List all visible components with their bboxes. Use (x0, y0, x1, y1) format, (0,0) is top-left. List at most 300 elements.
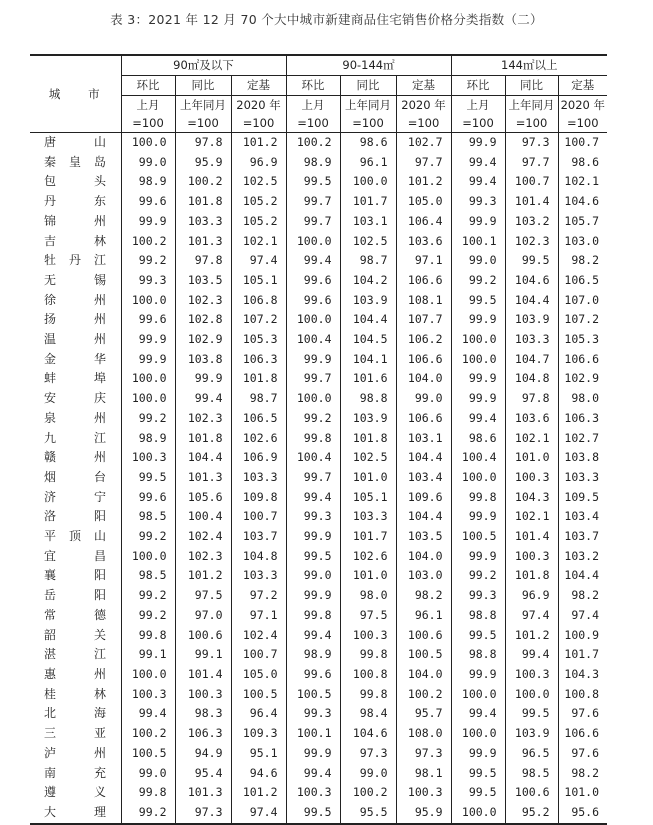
table-row (30, 704, 607, 724)
city-label: 无 锡 (44, 272, 106, 287)
index-value: 102.8 (175, 310, 231, 330)
index-value: 100.4 (451, 448, 505, 468)
index-value: 99.9 (121, 212, 175, 232)
city-name (30, 232, 121, 252)
index-value: 99.2 (121, 606, 175, 626)
index-value: 100.1 (451, 232, 505, 252)
index-value: 109.5 (558, 488, 607, 508)
table-row (30, 468, 607, 488)
city-name (30, 133, 121, 153)
index-value: 102.3 (175, 291, 231, 311)
table-row (30, 645, 607, 665)
table-row (30, 310, 607, 330)
index-value: 104.6 (340, 724, 396, 744)
table-row (30, 389, 607, 409)
index-value: 99.9 (451, 133, 505, 153)
index-value: 99.8 (121, 626, 175, 646)
subcolumn-header: 定基 (558, 76, 607, 96)
table-row (30, 271, 607, 291)
city-name (30, 192, 121, 212)
city-label: 徐 州 (44, 292, 106, 307)
base-period-label: 上年同月 (505, 96, 558, 115)
index-value: 98.1 (396, 764, 451, 784)
index-value: 100.3 (505, 665, 558, 685)
city-label: 牡 丹 江 (44, 253, 106, 268)
index-value: 95.9 (175, 153, 231, 173)
index-value: 101.7 (558, 645, 607, 665)
index-value: 105.3 (558, 330, 607, 350)
city-name (30, 448, 121, 468)
index-value: 104.3 (505, 488, 558, 508)
table-row (30, 350, 607, 370)
city-name (30, 369, 121, 389)
base-period-label: 2020 年 (231, 96, 286, 115)
index-value: 97.7 (396, 153, 451, 173)
index-value: 99.9 (451, 389, 505, 409)
index-value: 102.1 (231, 232, 286, 252)
index-value: 104.4 (175, 448, 231, 468)
index-value: 98.5 (121, 507, 175, 527)
index-value: 103.7 (231, 527, 286, 547)
index-value: 97.3 (175, 803, 231, 824)
index-value: 97.3 (505, 133, 558, 153)
city-label: 丹 东 (44, 194, 106, 209)
index-value: 99.0 (121, 153, 175, 173)
index-value: 99.2 (121, 527, 175, 547)
index-value: 103.1 (340, 212, 396, 232)
subcolumn-header: 同比 (340, 76, 396, 96)
index-value: 99.4 (286, 251, 340, 271)
index-value: 106.6 (396, 271, 451, 291)
index-value: 100.0 (121, 291, 175, 311)
table-row (30, 291, 607, 311)
index-value: 98.8 (451, 645, 505, 665)
index-value: 100.7 (505, 172, 558, 192)
city-name (30, 744, 121, 764)
index-value: 99.5 (505, 704, 558, 724)
index-value: 105.7 (558, 212, 607, 232)
base-value-label: =100 (451, 114, 505, 133)
city-label: 烟 台 (44, 469, 106, 484)
index-value: 105.1 (340, 488, 396, 508)
index-value: 104.6 (558, 192, 607, 212)
index-value: 105.2 (231, 212, 286, 232)
index-value: 103.9 (505, 724, 558, 744)
index-value: 101.2 (505, 626, 558, 646)
index-value: 97.8 (175, 251, 231, 271)
index-value: 102.5 (231, 172, 286, 192)
index-value: 98.3 (175, 704, 231, 724)
index-value: 99.5 (451, 764, 505, 784)
index-value: 101.0 (505, 448, 558, 468)
index-value: 99.9 (451, 507, 505, 527)
subcolumn-header: 同比 (175, 76, 231, 96)
index-value: 100.3 (340, 626, 396, 646)
index-value: 109.6 (396, 488, 451, 508)
city-label: 襄 阳 (44, 568, 106, 583)
index-value: 99.6 (286, 271, 340, 291)
base-period-label: 上月 (286, 96, 340, 115)
index-value: 97.3 (340, 744, 396, 764)
index-value: 100.0 (121, 133, 175, 153)
subcolumn-header: 环比 (286, 76, 340, 96)
table-row (30, 133, 607, 153)
index-value: 103.9 (340, 409, 396, 429)
index-value: 99.1 (121, 645, 175, 665)
index-value: 106.6 (396, 409, 451, 429)
index-value: 98.0 (340, 586, 396, 606)
index-value: 100.5 (231, 685, 286, 705)
index-value: 105.1 (231, 271, 286, 291)
index-value: 103.1 (396, 429, 451, 449)
index-value: 100.5 (286, 685, 340, 705)
index-value: 101.6 (340, 369, 396, 389)
index-value: 99.9 (451, 744, 505, 764)
index-value: 105.2 (231, 192, 286, 212)
city-name (30, 724, 121, 744)
index-value: 102.6 (340, 547, 396, 567)
index-value: 97.4 (505, 606, 558, 626)
city-column-header: 城 市 (30, 55, 121, 133)
index-value: 103.3 (175, 212, 231, 232)
index-value: 98.8 (451, 606, 505, 626)
table-row (30, 527, 607, 547)
base-value-label: =100 (231, 114, 286, 133)
index-value: 98.4 (340, 704, 396, 724)
index-value: 104.4 (505, 291, 558, 311)
index-value: 99.6 (286, 291, 340, 311)
table-row (30, 586, 607, 606)
city-label: 常 德 (44, 607, 106, 622)
index-value: 106.8 (231, 291, 286, 311)
index-value: 99.8 (340, 645, 396, 665)
city-label: 济 宁 (44, 489, 106, 504)
index-value: 108.0 (396, 724, 451, 744)
index-value: 100.0 (451, 468, 505, 488)
table-row (30, 507, 607, 527)
table-row (30, 685, 607, 705)
index-value: 99.8 (451, 488, 505, 508)
index-value: 98.2 (396, 586, 451, 606)
index-value: 106.2 (396, 330, 451, 350)
index-value: 100.6 (505, 783, 558, 803)
index-value: 106.6 (558, 724, 607, 744)
index-value: 99.2 (451, 566, 505, 586)
index-value: 102.6 (231, 429, 286, 449)
index-value: 102.4 (231, 626, 286, 646)
index-value: 99.0 (286, 566, 340, 586)
index-value: 106.3 (558, 409, 607, 429)
table-row (30, 232, 607, 252)
index-value: 101.8 (175, 192, 231, 212)
index-value: 99.3 (451, 192, 505, 212)
index-value: 99.9 (286, 350, 340, 370)
index-value: 95.4 (175, 764, 231, 784)
index-value: 95.7 (396, 704, 451, 724)
index-value: 96.1 (396, 606, 451, 626)
index-value: 106.5 (231, 409, 286, 429)
table-row (30, 369, 607, 389)
city-name (30, 547, 121, 567)
table-row (30, 724, 607, 744)
index-value: 100.3 (505, 547, 558, 567)
base-period-label: 2020 年 (396, 96, 451, 115)
table-row (30, 606, 607, 626)
index-value: 97.1 (396, 251, 451, 271)
index-value: 103.6 (396, 232, 451, 252)
index-value: 106.9 (231, 448, 286, 468)
table-row (30, 783, 607, 803)
base-value-label: =100 (396, 114, 451, 133)
index-value: 106.6 (396, 350, 451, 370)
city-name (30, 803, 121, 824)
base-period-label: 上月 (451, 96, 505, 115)
city-name (30, 566, 121, 586)
index-value: 102.4 (175, 527, 231, 547)
city-label: 南 充 (44, 765, 106, 780)
index-value: 99.2 (121, 409, 175, 429)
index-value: 104.4 (340, 310, 396, 330)
base-value-label: =100 (286, 114, 340, 133)
table-row (30, 764, 607, 784)
index-value: 103.5 (396, 527, 451, 547)
index-value: 101.3 (175, 232, 231, 252)
index-value: 98.9 (121, 172, 175, 192)
index-value: 100.0 (121, 389, 175, 409)
index-value: 99.1 (175, 645, 231, 665)
index-value: 103.9 (340, 291, 396, 311)
index-value: 99.2 (451, 271, 505, 291)
city-label: 蚌 埠 (44, 371, 106, 386)
index-value: 97.0 (175, 606, 231, 626)
index-value: 100.0 (121, 547, 175, 567)
index-value: 104.0 (396, 547, 451, 567)
city-name (30, 172, 121, 192)
index-value: 103.2 (505, 212, 558, 232)
index-value: 99.3 (286, 507, 340, 527)
table-row (30, 409, 607, 429)
table-row (30, 803, 607, 824)
index-value: 99.9 (451, 212, 505, 232)
index-value: 100.5 (451, 527, 505, 547)
index-value: 97.4 (231, 251, 286, 271)
index-value: 99.4 (451, 172, 505, 192)
index-value: 99.5 (451, 783, 505, 803)
index-value: 99.5 (286, 547, 340, 567)
city-name (30, 665, 121, 685)
city-name (30, 153, 121, 173)
index-value: 97.3 (396, 744, 451, 764)
base-period-label: 上月 (121, 96, 175, 115)
base-period-label: 2020 年 (558, 96, 607, 115)
index-value: 104.4 (396, 448, 451, 468)
index-value: 103.0 (396, 566, 451, 586)
price-index-table (30, 54, 607, 825)
index-value: 96.5 (505, 744, 558, 764)
index-value: 103.4 (558, 507, 607, 527)
index-value: 100.0 (286, 310, 340, 330)
index-value: 98.7 (340, 251, 396, 271)
index-value: 100.3 (121, 448, 175, 468)
city-name (30, 330, 121, 350)
index-value: 101.8 (505, 566, 558, 586)
index-value: 100.0 (505, 685, 558, 705)
city-label: 韶 关 (44, 627, 106, 642)
index-value: 99.0 (396, 389, 451, 409)
index-value: 104.3 (558, 665, 607, 685)
city-name (30, 704, 121, 724)
index-value: 99.4 (286, 764, 340, 784)
index-value: 99.4 (286, 626, 340, 646)
index-value: 102.1 (558, 172, 607, 192)
index-value: 100.3 (396, 783, 451, 803)
index-value: 97.2 (231, 586, 286, 606)
index-value: 101.8 (231, 369, 286, 389)
index-value: 99.2 (121, 803, 175, 824)
index-value: 103.5 (175, 271, 231, 291)
table-row (30, 547, 607, 567)
index-value: 100.3 (505, 468, 558, 488)
index-value: 99.6 (286, 665, 340, 685)
index-value: 103.9 (505, 310, 558, 330)
index-value: 101.2 (231, 783, 286, 803)
index-value: 99.9 (175, 369, 231, 389)
index-value: 105.6 (175, 488, 231, 508)
city-name (30, 783, 121, 803)
index-value: 97.1 (231, 606, 286, 626)
index-value: 100.8 (340, 665, 396, 685)
index-value: 102.5 (340, 232, 396, 252)
index-value: 106.3 (175, 724, 231, 744)
index-value: 103.8 (558, 448, 607, 468)
index-value: 104.5 (340, 330, 396, 350)
index-value: 99.6 (121, 488, 175, 508)
index-value: 100.0 (286, 389, 340, 409)
subcolumn-header: 环比 (451, 76, 505, 96)
index-value: 99.3 (286, 704, 340, 724)
index-value: 101.0 (340, 566, 396, 586)
index-value: 99.9 (286, 586, 340, 606)
city-label: 九 江 (44, 430, 106, 445)
index-value: 103.3 (558, 468, 607, 488)
index-value: 97.6 (558, 744, 607, 764)
index-value: 105.3 (231, 330, 286, 350)
index-value: 100.0 (340, 172, 396, 192)
city-label: 惠 州 (44, 666, 106, 681)
index-value: 104.8 (505, 369, 558, 389)
index-value: 100.0 (286, 232, 340, 252)
index-value: 94.6 (231, 764, 286, 784)
index-value: 100.0 (451, 724, 505, 744)
city-name (30, 507, 121, 527)
index-value: 101.2 (175, 566, 231, 586)
index-value: 99.9 (451, 547, 505, 567)
index-value: 102.9 (175, 330, 231, 350)
city-label: 扬 州 (44, 312, 106, 327)
index-value: 97.6 (558, 704, 607, 724)
index-value: 99.4 (451, 409, 505, 429)
index-value: 99.5 (286, 172, 340, 192)
table-title: 表 3：2021 年 12 月 70 个大中城市新建商品住宅销售价格分类指数（二） (110, 12, 543, 27)
city-label: 唐 山 (44, 135, 106, 149)
base-value-label: =100 (505, 114, 558, 133)
index-value: 99.9 (451, 369, 505, 389)
index-value: 107.2 (558, 310, 607, 330)
index-value: 101.7 (340, 527, 396, 547)
base-value-label: =100 (558, 114, 607, 133)
index-value: 107.7 (396, 310, 451, 330)
index-value: 108.1 (396, 291, 451, 311)
index-value: 97.7 (505, 153, 558, 173)
index-value: 100.5 (121, 744, 175, 764)
city-name (30, 606, 121, 626)
index-value: 95.2 (505, 803, 558, 824)
index-value: 100.2 (396, 685, 451, 705)
index-value: 101.4 (505, 527, 558, 547)
city-label: 秦 皇 岛 (44, 154, 106, 169)
index-value: 104.8 (231, 547, 286, 567)
index-value: 97.4 (558, 606, 607, 626)
index-value: 98.2 (558, 764, 607, 784)
index-value: 99.5 (505, 251, 558, 271)
index-value: 104.4 (396, 507, 451, 527)
table-row (30, 192, 607, 212)
index-value: 103.2 (558, 547, 607, 567)
index-value: 97.8 (505, 389, 558, 409)
table-row (30, 251, 607, 271)
index-value: 99.2 (286, 409, 340, 429)
index-value: 102.1 (505, 429, 558, 449)
index-value: 100.0 (121, 665, 175, 685)
city-name (30, 212, 121, 232)
index-value: 99.9 (286, 527, 340, 547)
index-value: 99.0 (451, 251, 505, 271)
table-body (30, 133, 607, 824)
city-label: 泉 州 (44, 410, 106, 425)
index-value: 98.8 (340, 389, 396, 409)
index-value: 99.6 (121, 192, 175, 212)
index-value: 98.6 (451, 429, 505, 449)
city-name (30, 251, 121, 271)
index-value: 99.8 (286, 429, 340, 449)
city-name (30, 310, 121, 330)
index-value: 99.3 (121, 271, 175, 291)
index-value: 100.4 (286, 330, 340, 350)
index-value: 101.4 (175, 665, 231, 685)
index-value: 95.5 (340, 803, 396, 824)
index-value: 104.1 (340, 350, 396, 370)
index-value: 97.4 (231, 803, 286, 824)
index-value: 99.4 (286, 488, 340, 508)
city-name (30, 488, 121, 508)
index-value: 98.9 (286, 645, 340, 665)
index-value: 96.4 (231, 704, 286, 724)
city-label: 吉 林 (44, 233, 106, 248)
index-value: 99.0 (340, 764, 396, 784)
index-value: 101.2 (231, 133, 286, 153)
city-label: 锦 州 (44, 213, 106, 228)
index-value: 99.8 (286, 606, 340, 626)
index-value: 100.4 (286, 448, 340, 468)
city-name (30, 350, 121, 370)
index-value: 99.2 (121, 251, 175, 271)
index-value: 106.4 (396, 212, 451, 232)
index-value: 99.6 (121, 310, 175, 330)
index-value: 104.0 (396, 665, 451, 685)
city-label: 洛 阳 (44, 509, 106, 524)
subcolumn-header: 定基 (231, 76, 286, 96)
city-label: 温 州 (44, 332, 106, 347)
